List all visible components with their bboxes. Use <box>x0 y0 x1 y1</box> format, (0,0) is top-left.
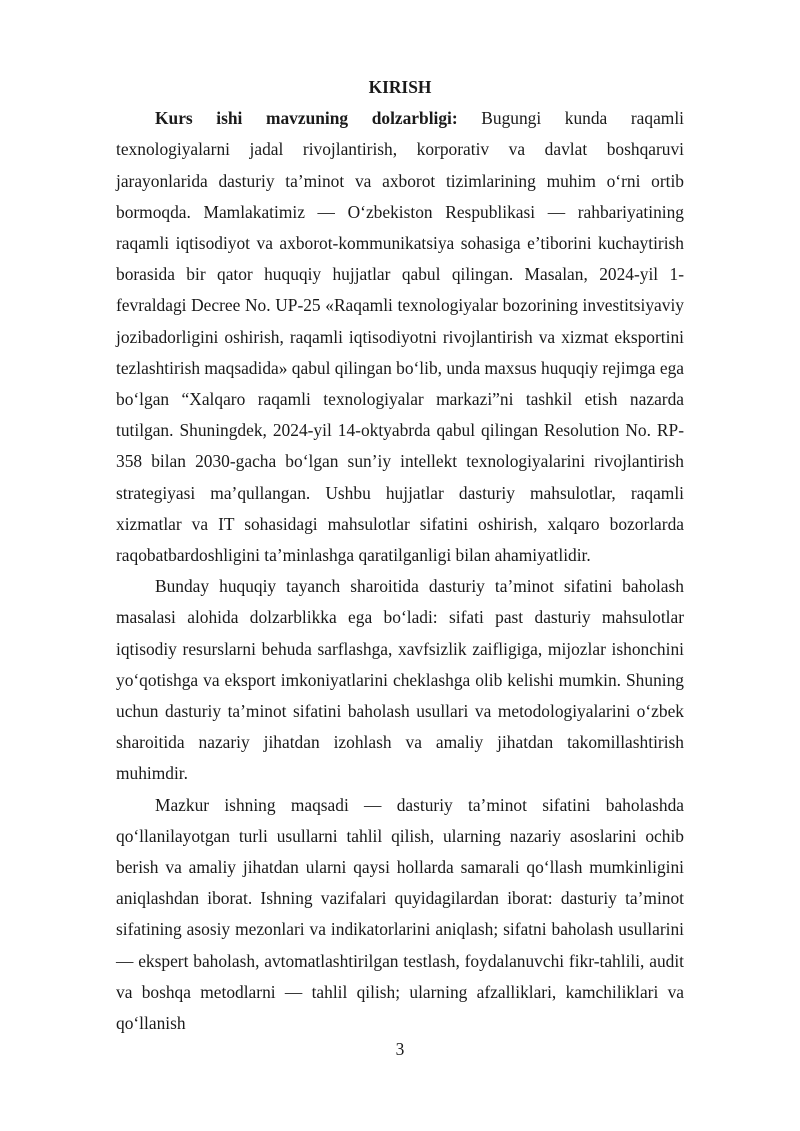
paragraph-relevance <box>116 103 684 571</box>
page-content <box>116 72 684 1039</box>
paragraph-legal-basis <box>116 571 684 789</box>
paragraph-lead: Kurs ishi mavzuning dolzarbligi: <box>155 108 458 129</box>
paragraph-goals <box>116 790 684 1040</box>
page-number: 3 <box>395 1039 405 1059</box>
paragraph-text: Bunday huquqiy tayanch sharoitida dasturiy ta’minot sifatini baholash masalasi alohida dolzarblikka ega bo‘ladi: sifati past dasturiy mahsulotlar iqtisodiy resurslarni behuda sarflashga, xavfsizlik zaifligiga, mijozlar ishonchini yo‘qotishga va eksport imkoniyatlarini cheklashga olib kelishi mumkin. Shuning uchun dasturiy ta’minot sifatini baholash usullari va metodologiyalarini o‘zbek sharoitida nazariy jihatdan izohlash va amaliy jihatdan takomillashtirish muhimdir. <box>116 576 684 784</box>
section-heading: KIRISH <box>368 77 432 97</box>
paragraph-text: Bugungi kunda raqamli texnologiyalarni jadal rivojlantirish, korporativ va davlat boshqaruvi jarayonlarida dasturiy ta’minot va axborot tizimlarining muhim o‘rni ortib bormoqda. Mamlakatimiz — O‘zbekiston Respublikasi — rahbariyatining raqamli iqtisodiyot va axborot-kommunikatsiya sohasiga e’tiborini kuchaytirish borasida bir qator huquqiy hujjatlar qabul qilingan. Masalan, 2024-yil 1-fevraldagi Decree No. UP-25 «Raqamli texnologiyalar bozorining investitsiyaviy jozibadorligini oshirish, raqamli iqtisodiyotni rivojlantirish va xizmat eksportini tezlashtirish maqsadida» qabul qilingan bo‘lib, unda maxsus huquqiy rejimga ega bo‘lgan “Xalqaro raqamli texnologiyalar markazi”ni tashkil etish nazarda tutilgan. Shuningdek, 2024-yil 14-oktyabrda qabul qilingan Resolution No. RP-358 bilan 2030-gacha bo‘lgan sun’iy intellekt texnologiyalarini rivojlantirish strategiyasi ma’qullangan. Ushbu hujjatlar dasturiy mahsulotlar, raqamli xizmatlar va IT sohasidagi mahsulotlar sifatini oshirish, xalqaro bozorlarda raqobatbardoshligini ta’minlashga qaratilganligi bilan ahamiyatlidir. <box>116 108 684 566</box>
paragraph-text: Mazkur ishning maqsadi — dasturiy ta’minot sifatini baholashda qo‘llanilayotgan turli usullarni tahlil qilish, ularning nazariy asoslarini ochib berish va amaliy jihatdan ularni qaysi hollarda samarali qo‘llash mumkinligini aniqlashdan iborat. Ishning vazifalari quyidagilardan iborat: dasturiy ta’minot sifatining asosiy mezonlari va indikatorlarini aniqlash; sifatni baholash usullarini — ekspert baholash, avtomatlashtirilgan testlash, foydalanuvchi fikr-tahlili, audit va boshqa metodlarni — tahlil qilish; ularning afzalliklari, kamchiliklari va qo‘llanish <box>116 794 684 1034</box>
